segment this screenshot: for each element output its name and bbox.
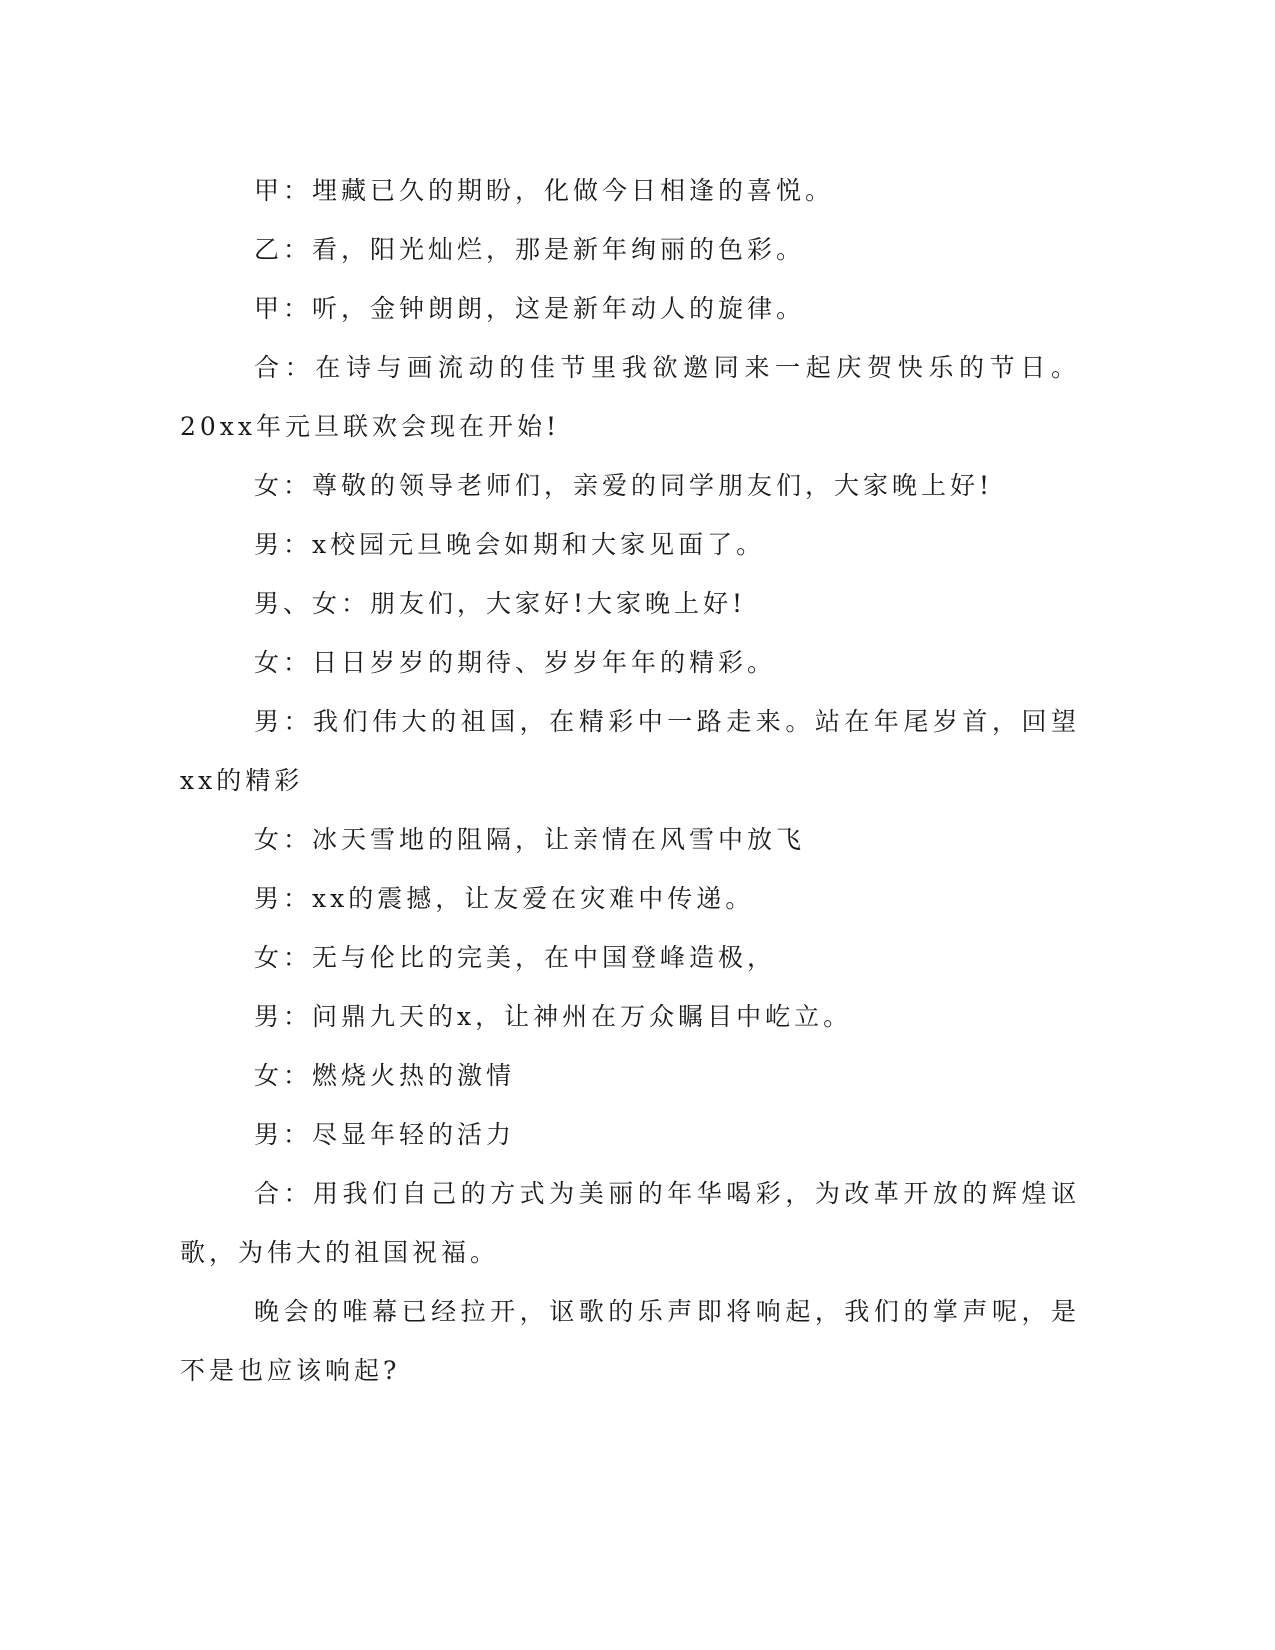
paragraph: 乙：看，阳光灿烂，那是新年绚丽的色彩。 <box>254 235 806 264</box>
paragraph: 晚会的唯幕已经拉开，讴歌的乐声即将响起，我们的掌声呢，是不是也应该响起? <box>180 1297 1080 1385</box>
paragraph: 男：x校园元旦晚会如期和大家见面了。 <box>254 530 766 559</box>
paragraph: 女：燃烧火热的激情 <box>254 1061 516 1090</box>
paragraph: 女：日日岁岁的期待、岁岁年年的精彩。 <box>254 648 777 677</box>
paragraph: 女：冰天雪地的阻隔，让亲情在风雪中放飞 <box>254 825 806 854</box>
paragraph: 合：用我们自己的方式为美丽的年华喝彩，为改革开放的辉煌讴歌，为伟大的祖国祝福。 <box>180 1179 1080 1267</box>
paragraph: 甲：听，金钟朗朗，这是新年动人的旋律。 <box>254 294 806 323</box>
paragraph: 女：尊敬的领导老师们，亲爱的同学朋友们，大家晚上好! <box>254 471 994 500</box>
paragraph: 甲：埋藏已久的期盼，化做今日相逢的喜悦。 <box>254 176 835 205</box>
paragraph: 男：xx的震撼，让友爱在灾难中传递。 <box>254 884 755 913</box>
document-body <box>180 161 1080 1400</box>
paragraph: 男：问鼎九天的x，让神州在万众瞩目中屹立。 <box>254 1002 853 1031</box>
paragraph: 男：我们伟大的祖国，在精彩中一路走来。站在年尾岁首，回望xx的精彩 <box>180 707 1080 795</box>
paragraph: 合：在诗与画流动的佳节里我欲邀同来一起庆贺快乐的节日。20xx年元旦联欢会现在开始! <box>180 353 1080 441</box>
paragraph: 男：尽显年轻的活力 <box>254 1120 516 1149</box>
paragraph: 男、女：朋友们，大家好!大家晚上好! <box>254 589 747 618</box>
paragraph: 女：无与伦比的完美，在中国登峰造极， <box>254 943 777 972</box>
